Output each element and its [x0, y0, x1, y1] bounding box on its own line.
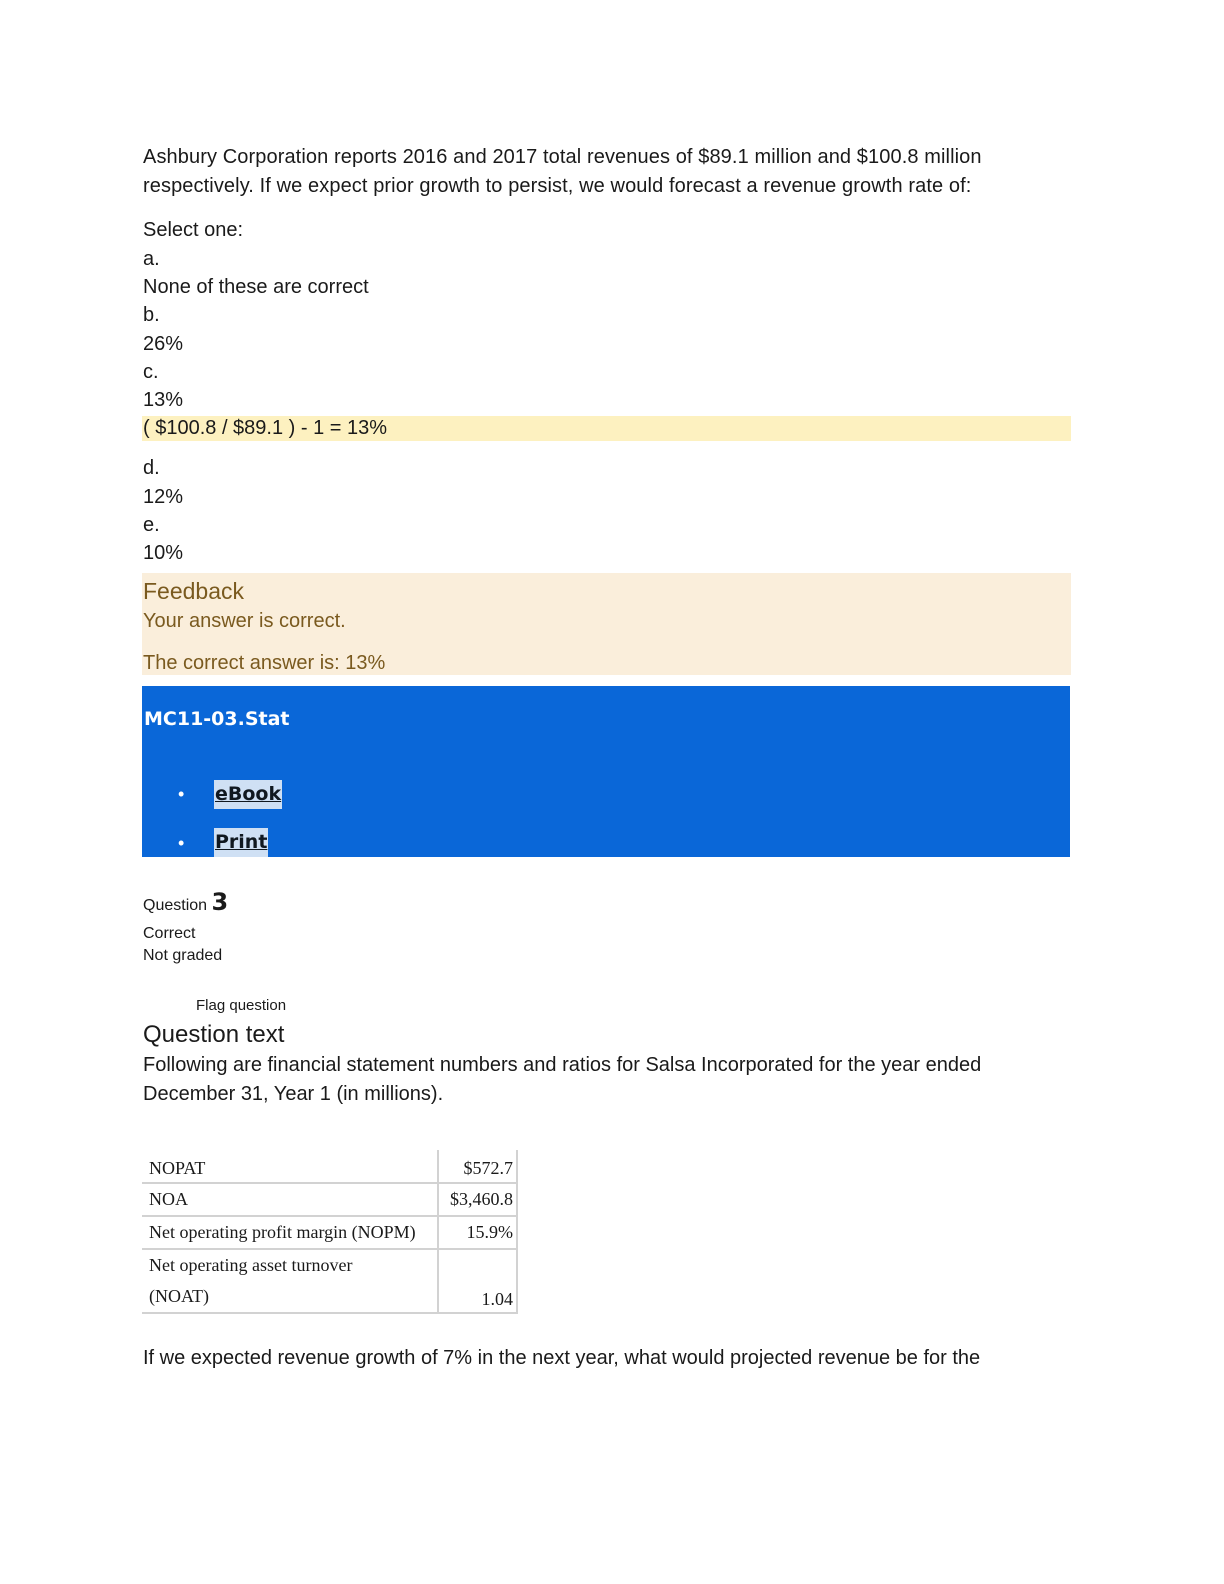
option-a-letter[interactable]: a.	[143, 248, 160, 270]
table-row	[142, 1249, 517, 1313]
feedback-panel	[142, 573, 1071, 675]
option-c-letter[interactable]: c.	[143, 361, 159, 383]
ebook-link[interactable]: eBook	[214, 780, 282, 809]
option-d-text[interactable]: 12%	[143, 486, 184, 508]
table-cell-value: 15.9%	[438, 1216, 517, 1249]
answer-explanation	[142, 416, 1071, 441]
table-cell-value: 1.04	[438, 1249, 517, 1313]
option-b-letter[interactable]: b.	[143, 304, 160, 326]
question-label: Question	[143, 897, 208, 914]
question-text: Ashbury Corporation reports 2016 and 2017 total revenues of $89.1 million and $100.8 million respectively. If we expect prior growth to persist, we would forecast a revenue growth rate of:	[143, 146, 982, 197]
table-row	[142, 1216, 517, 1249]
table-row	[142, 1150, 517, 1183]
table-label-line2: (NOAT)	[149, 1286, 209, 1306]
option-d-letter[interactable]: d.	[143, 457, 160, 479]
table-cell-label: Net operating profit margin (NOPM)	[142, 1216, 438, 1249]
question-number-value: 3	[211, 888, 229, 916]
option-a-text[interactable]: None of these are correct	[143, 276, 369, 298]
explanation-text: ( $100.8 / $89.1 ) - 1 = 13%	[143, 417, 388, 439]
question-grade: Not graded	[143, 947, 223, 964]
question-number	[143, 888, 228, 916]
option-e-letter[interactable]: e.	[143, 514, 160, 536]
option-b-text[interactable]: 26%	[143, 333, 184, 355]
table-cell-label: NOA	[142, 1183, 438, 1216]
bullet-icon: •	[178, 784, 185, 804]
table-cell-label	[142, 1249, 438, 1313]
bullet-icon: •	[178, 833, 185, 853]
table-cell-value: $572.7	[438, 1150, 517, 1183]
financial-table	[142, 1150, 518, 1314]
table-cell-value: $3,460.8	[438, 1183, 517, 1216]
flag-question-link[interactable]: Flag question	[196, 997, 287, 1014]
feedback-title: Feedback	[143, 578, 245, 604]
table-row	[142, 1183, 517, 1216]
question3-continuation: If we expected revenue growth of 7% in the next year, what would projected revenue be for the	[143, 1347, 981, 1369]
print-link[interactable]: Print	[214, 828, 268, 857]
table-label-line1: Net operating asset turnover	[149, 1255, 353, 1275]
feedback-correct-answer: The correct answer is: 13%	[143, 652, 386, 674]
question-text-heading: Question text	[143, 1021, 285, 1048]
feedback-status: Your answer is correct.	[143, 610, 346, 632]
question3-text: Following are financial statement numbers and ratios for Salsa Incorporated for the year ended December 31, Year 1 (in millions).	[143, 1054, 982, 1105]
option-e-text[interactable]: 10%	[143, 542, 184, 564]
select-one-label: Select one:	[143, 219, 244, 241]
table-cell-label: NOPAT	[142, 1150, 438, 1183]
question-code: MC11-03.Stat	[144, 708, 290, 730]
option-c-text[interactable]: 13%	[143, 389, 184, 411]
resource-bar	[142, 686, 1070, 857]
question-state: Correct	[143, 925, 196, 942]
